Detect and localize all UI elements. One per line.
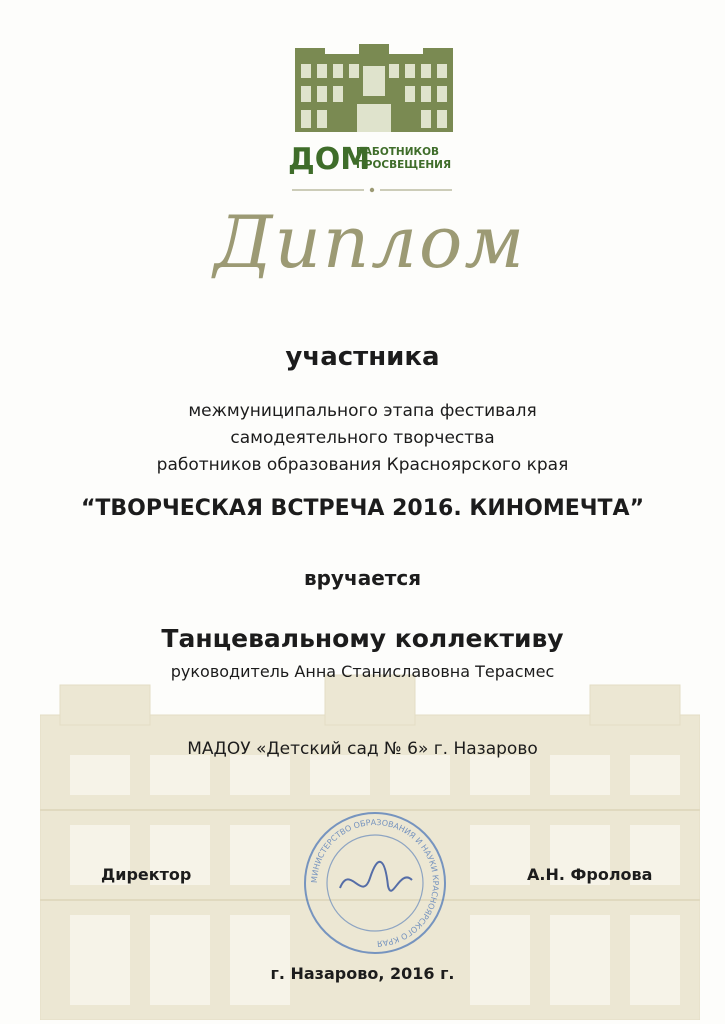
event-description-line-1: межмуниципального этапа фестиваля xyxy=(188,401,537,421)
event-description-line-3: работников образования Красноярского края xyxy=(156,455,569,475)
city-year: г. Назарово, 2016 г. xyxy=(270,964,455,983)
official-stamp xyxy=(300,808,450,958)
logo-building-icon xyxy=(295,44,453,132)
signature-name: А.Н. Фролова xyxy=(527,865,653,884)
leader-line: руководитель Анна Станиславовна Терасмес xyxy=(170,662,555,681)
logo-subtitle-line-1: РАБОТНИКОВ xyxy=(356,146,440,158)
event-description xyxy=(0,398,725,479)
event-description-line-2: самодеятельного творчества xyxy=(230,428,495,448)
diploma-title: Диплом xyxy=(213,200,527,284)
signature-title: Директор xyxy=(101,865,192,884)
awarded-text: вручается xyxy=(303,566,422,590)
logo-subtitle xyxy=(356,146,451,172)
recipient-organization: МАДОУ «Детский сад № 6» г. Назарово xyxy=(187,739,538,759)
logo-main-text: ДОМ xyxy=(288,142,371,177)
organization-logo xyxy=(288,142,468,184)
festival-name: “ТВОРЧЕСКАЯ ВСТРЕЧА 2016. КИНОМЕЧТА” xyxy=(80,496,645,521)
recipient-name: Танцевальному коллективу xyxy=(161,624,564,653)
logo-subtitle-line-2: ПРОСВЕЩЕНИЯ xyxy=(356,159,452,171)
participant-heading: участника xyxy=(285,342,440,372)
stamp-text: МИНИСТЕРСТВО ОБРАЗОВАНИЯ И НАУКИ КРАСНОЯРСКОГО КРАЯ xyxy=(309,817,441,949)
svg-text:МИНИСТЕРСТВО ОБРАЗОВАНИЯ И НАУ xyxy=(310,818,440,948)
